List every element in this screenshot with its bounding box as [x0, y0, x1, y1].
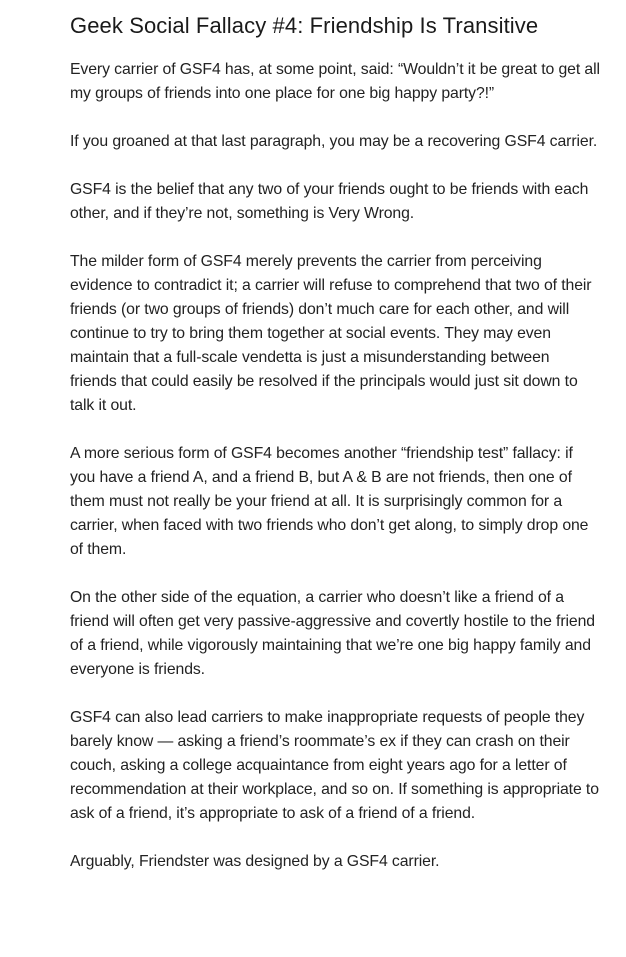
article-paragraph: GSF4 is the belief that any two of your friends ought to be friends with each other, and if they’re not, something is Very Wrong.: [70, 181, 589, 222]
article-paragraph: GSF4 can also lead carriers to make inappropriate requests of people they barely know — asking a friend’s roommate’s ex if they can crash on their couch, asking a college acquaintance from eight years ago for a letter of recommendation at their workplace, and so on. If something is appropriate to ask of a friend, it’s appropriate to ask of a friend of a friend.: [70, 709, 599, 822]
article-paragraph: On the other side of the equation, a carrier who doesn’t like a friend of a friend will often get very passive-aggressive and covertly hostile to the friend of a friend, while vigorously maintaining that we’re one big happy family and everyone is friends.: [70, 589, 595, 678]
article-paragraph: Arguably, Friendster was designed by a GSF4 carrier.: [70, 853, 440, 870]
article-paragraph: The milder form of GSF4 merely prevents the carrier from perceiving evidence to contradict it; a carrier will refuse to comprehend that two of their friends (or two groups of friends) don’t much care for each other, and will continue to try to bring them together at social events. They may even maintain that a full-scale vendetta is just a misunderstanding between friends that could easily be resolved if the principals would just sit down to talk it out.: [70, 253, 592, 414]
article-title: Geek Social Fallacy #4: Friendship Is Transitive: [70, 13, 539, 38]
article: [70, 11, 600, 898]
article-paragraph: Every carrier of GSF4 has, at some point, said: “Wouldn’t it be great to get all my groups of friends into one place for one big happy party?!”: [70, 61, 600, 102]
article-paragraph: A more serious form of GSF4 becomes another “friendship test” fallacy: if you have a friend A, and a friend B, but A & B are not friends, then one of them must not really be your friend at all. It is surprisingly common for a carrier, when faced with two friends who don’t get along, to simply drop one of them.: [70, 445, 589, 558]
article-paragraph: If you groaned at that last paragraph, you may be a recovering GSF4 carrier.: [70, 133, 598, 150]
